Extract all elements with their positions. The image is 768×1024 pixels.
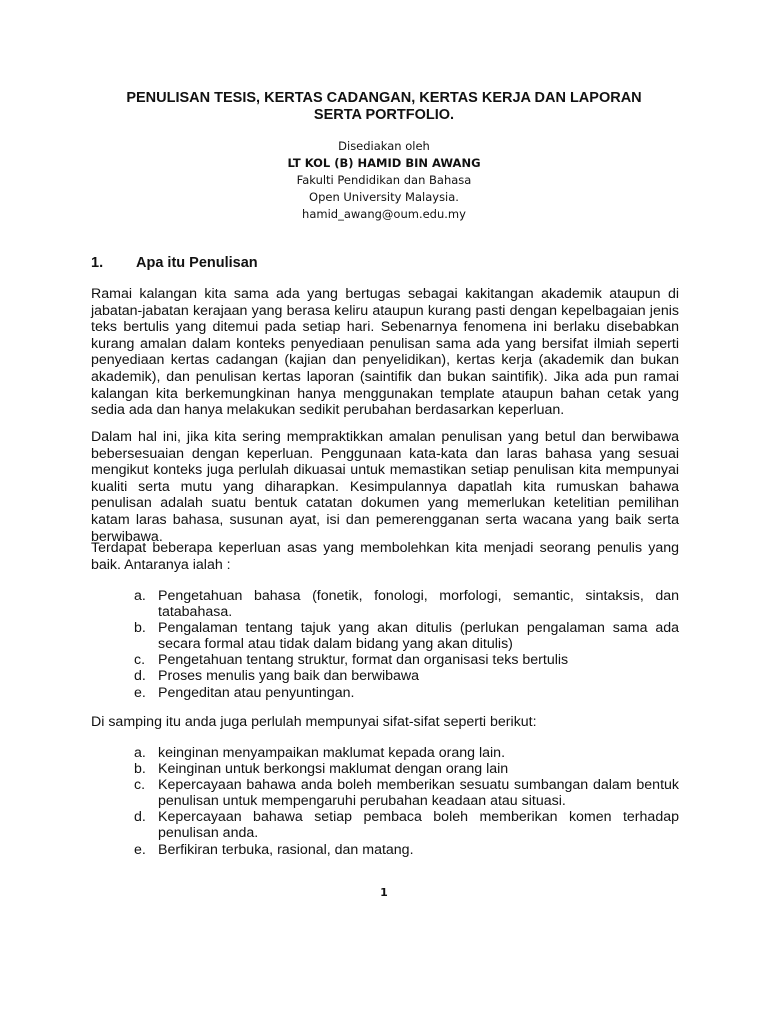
- paragraph-4: Di samping itu anda juga perlulah mempunyai sifat-sifat seperti berikut:: [91, 714, 537, 730]
- requirements-list: [134, 588, 679, 701]
- list-item-text: keinginan menyampaikan maklumat kepada orang lain.: [158, 745, 506, 761]
- list-marker: d.: [134, 668, 146, 685]
- paragraph-1: Ramai kalangan kita sama ada yang bertugas sebagai kakitangan akademik ataupun di jabatan-jabatan kerajaan yang berasa keliru ataupun kurang pasti dengan kepelbagaian jenis teks bertulis yang ditemui pada setiap hari. Sebenarnya fenomena ini berlaku disebabkan kurang amalan dalam konteks penyediaan penulisan sama ada yang bersifat ilmiah seperti penyediaan kertas cadangan (kajian dan penyelidikan), kertas kerja (akademik dan bukan akademik), dan penulisan kertas laporan (saintifik dan bukan saintifik). Jika ada pun ramai kalangan kita berkemungkinan hanya menggunakan template ataupun bahan cetak yang sedia ada dan hanya melakukan sedikit perubahan berdasarkan keperluan.: [91, 286, 679, 419]
- list-marker: a.: [134, 745, 146, 761]
- author-university: Open University Malaysia.: [309, 190, 459, 204]
- list-item: [134, 652, 679, 668]
- list-item-text: Berfikiran terbuka, rasional, dan matang.: [158, 841, 414, 858]
- prepared-by-label: Disediakan oleh: [338, 139, 430, 153]
- list-marker: d.: [134, 809, 146, 826]
- paragraph-2: Dalam hal ini, jika kita sering mempraktikkan amalan penulisan yang betul dan berwibawa bebersesuaian dengan keperluan. Penggunaan kata-kata dan laras bahasa yang sesuai mengikut konteks juga perlulah dikuasai untuk memastikan setiap penulisan kita mempunyai kualiti serta mutu yang diharapkan. Kesimpulannya dapatlah kita rumuskan bahawa penulisan adalah suatu bentuk catatan dokumen yang memerlukan ketelitian pemilihan katam laras bahasa, susunan ayat, isi dan pemerengganan serta wacana yang baik serta berwibawa.: [91, 429, 679, 545]
- section-title: Apa itu Penulisan: [136, 255, 258, 271]
- title-line-2: SERTA PORTFOLIO.: [313, 107, 455, 123]
- section-heading: [91, 255, 681, 272]
- title-line-1: PENULISAN TESIS, KERTAS CADANGAN, KERTAS KERJA DAN LAPORAN: [126, 90, 642, 106]
- list-marker: e.: [134, 684, 146, 701]
- list-item: [134, 809, 679, 841]
- list-marker: a.: [134, 588, 146, 604]
- author-byline: [80, 138, 688, 223]
- list-marker: c.: [134, 652, 146, 669]
- list-item: [134, 842, 679, 858]
- list-item-text: Pengetahuan tentang struktur, format dan organisasi teks bertulis: [158, 652, 569, 669]
- section-number: 1.: [91, 255, 104, 271]
- list-item-text: Pengeditan atau penyuntingan.: [158, 684, 355, 701]
- list-item: [134, 668, 679, 684]
- list-item-text: Kepercayaan bahawa setiap pembaca boleh memberikan komen terhadap penulisan anda.: [158, 809, 679, 842]
- list-item: [134, 588, 679, 620]
- list-item: [134, 777, 679, 809]
- list-item-text: Pengalaman tentang tajuk yang akan ditulis (perlukan pengalaman sama ada secara formal atau tidak dalam bidang yang akan ditulis): [158, 620, 679, 653]
- list-item: [134, 620, 679, 652]
- list-marker: c.: [134, 777, 146, 794]
- list-marker: b.: [134, 620, 146, 637]
- author-name: LT KOL (B) HAMID BIN AWANG: [287, 156, 481, 170]
- list-item: [134, 745, 679, 761]
- author-email: hamid_awang@oum.edu.my: [302, 207, 466, 221]
- list-item: [134, 685, 679, 701]
- list-item-text: Pengetahuan bahasa (fonetik, fonologi, morfologi, semantic, sintaksis, dan tatabahasa.: [158, 588, 679, 621]
- author-faculty: Fakulti Pendidikan dan Bahasa: [296, 173, 472, 187]
- list-item-text: Proses menulis yang baik dan berwibawa: [158, 668, 420, 685]
- page-number: 1: [380, 886, 388, 899]
- list-marker: e.: [134, 841, 146, 858]
- paragraph-3: Terdapat beberapa keperluan asas yang membolehkan kita menjadi seorang penulis yang baik. Antaranya ialah :: [91, 540, 679, 573]
- traits-list: [134, 745, 679, 858]
- document-title: [80, 90, 688, 124]
- list-item-text: Keinginan untuk berkongsi maklumat dengan orang lain: [158, 761, 509, 778]
- list-marker: b.: [134, 761, 146, 778]
- list-item: [134, 761, 679, 777]
- list-item-text: Kepercayaan bahawa anda boleh memberikan sesuatu sumbangan dalam bentuk penulisan untuk mempengaruhi perubahan keadaan atau situasi.: [158, 777, 679, 810]
